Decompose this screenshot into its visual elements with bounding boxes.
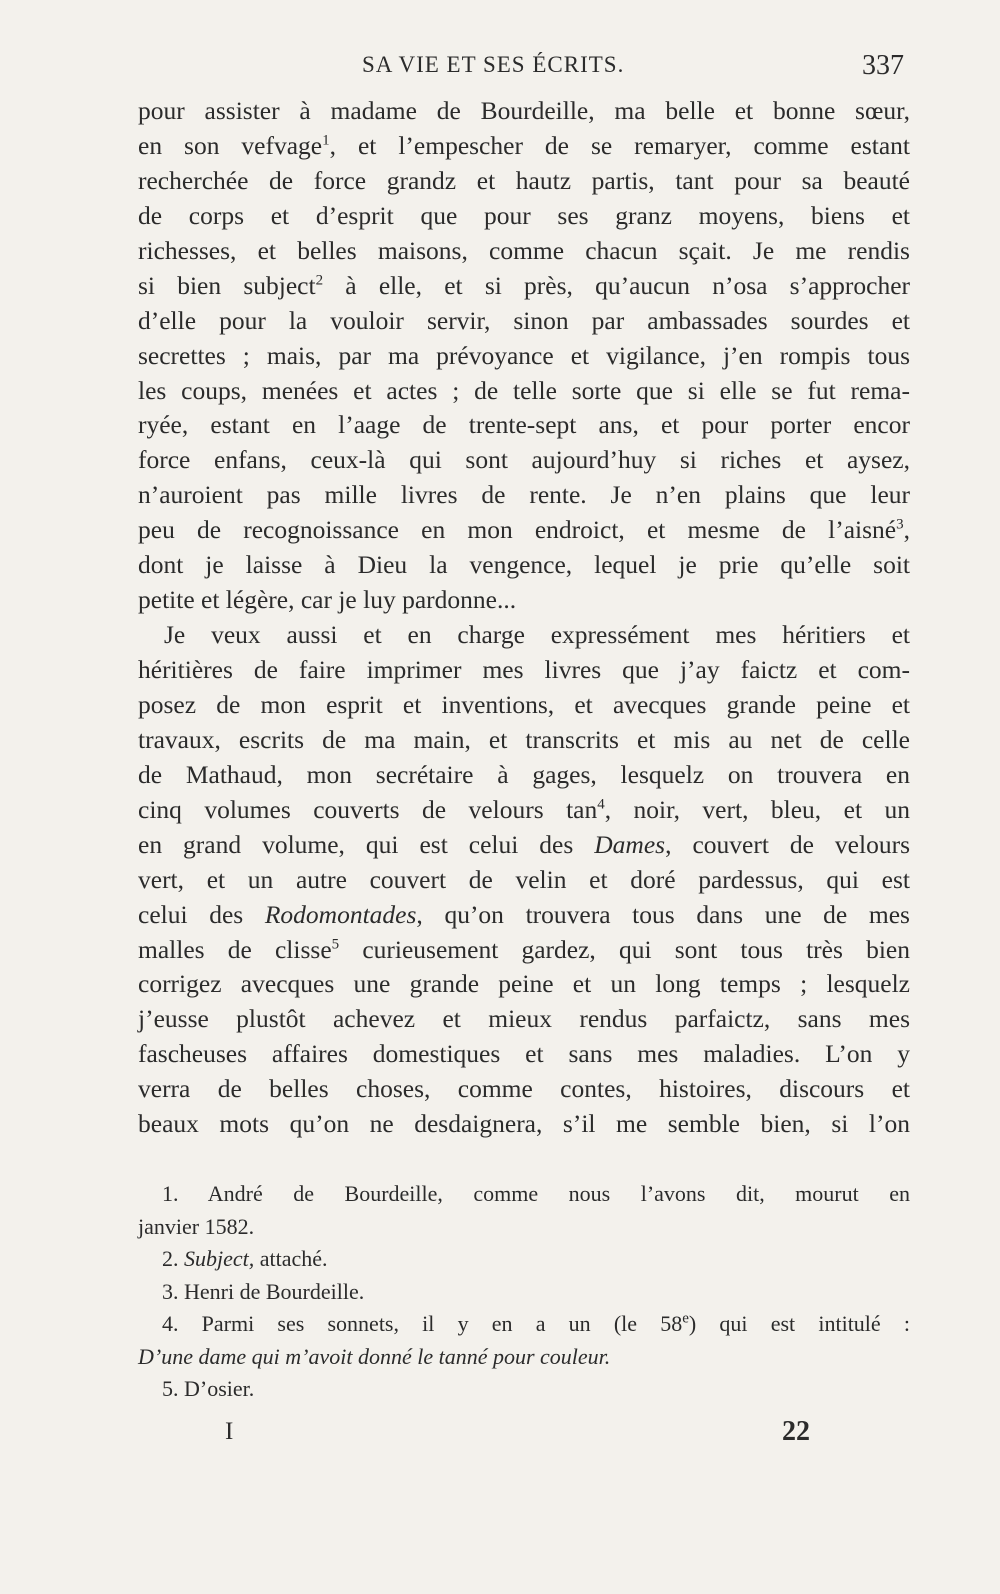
body-line: j’eusse plustôt achevez et mieux rendus parfaictz, sans mes: [138, 1004, 910, 1034]
running-head-title: SA VIE ET SES ÉCRITS.: [362, 52, 625, 77]
body-line: pour assister à madame de Bourdeille, ma belle et bonne sœur,: [138, 96, 910, 125]
signature-line: [225, 1416, 810, 1452]
body-line: petite et légère, car je luy pardonne...: [138, 585, 517, 615]
body-line: malles de clisse$^5$ curieusement gardez, qui sont tous très bien: [138, 934, 910, 964]
body-line: force enfans, ceux-là qui sont aujourd’huy si riches et aysez,: [138, 445, 910, 475]
body-line: dont je laisse à Dieu la vengence, lequel je prie qu’elle soit: [138, 550, 910, 580]
body-text: [138, 94, 910, 1142]
body-line: d’elle pour la vouloir servir, sinon par ambassades sourdes et: [138, 305, 910, 335]
body-line: les coups, menées et actes ; de telle sorte que si elle se fut rema-: [138, 375, 910, 405]
footnotes: [138, 1178, 910, 1406]
body-line: n’auroient pas mille livres de rente. Je n’en plains que leur: [138, 480, 910, 510]
body-line: corrigez avecques une grande peine et un long temps ; lesquelz: [138, 969, 910, 999]
body-line: de corps et d’esprit que pour ses granz moyens, biens et: [138, 200, 910, 230]
body-line: richesses, et belles maisons, comme chacun sçait. Je me rendis: [138, 235, 910, 265]
sheet-signature: 22: [782, 1416, 810, 1447]
body-line: fascheuses affaires domestiques et sans mes maladies. L’on y: [138, 1039, 910, 1069]
body-line: héritières de faire imprimer mes livres que j’ay faictz et com-: [138, 655, 910, 684]
footnote-line: 1. André de Bourdeille, comme nous l’avons dit, mourut en: [162, 1181, 910, 1206]
footnote-line: 4. Parmi ses sonnets, il y en a un (le 58e) qui est intitulé :: [162, 1310, 910, 1336]
body-line: Je veux aussi et en charge expressément mes héritiers et: [164, 620, 910, 650]
body-line: travaux, escrits de ma main, et transcrits et mis au net de celle: [138, 724, 910, 754]
body-line: ryée, estant en l’aage de trente-sept ans, et pour porter encor: [138, 410, 910, 440]
footnote-line: janvier 1582.: [138, 1213, 255, 1239]
body-line: de Mathaud, mon secrétaire à gages, lesquelz on trouvera en: [138, 759, 910, 789]
footnote-line: 5. D’osier.: [162, 1376, 255, 1401]
body-line: peu de recognoissance en mon endroict, et mesme de l’aisné$^3$,: [138, 515, 910, 545]
body-line: posez de mon esprit et inventions, et avecques grande peine et: [138, 689, 910, 719]
footnote-line: D’une dame qui m’avoit donné le tanné pour couleur.: [138, 1343, 611, 1369]
volume-number: I: [225, 1418, 234, 1445]
body-line: secrettes ; mais, par ma prévoyance et vigilance, j’en rompis tous: [138, 340, 910, 370]
body-line: en son vefvage$^1$, et l’empescher de se remaryer, comme estant: [138, 130, 910, 160]
body-line: beaux mots qu’on ne desdaignera, s’il me semble bien, si l’on: [138, 1109, 910, 1139]
footnote-line: 2. Subject, attaché.: [162, 1246, 328, 1271]
body-line: verra de belles choses, comme contes, histoires, discours et: [138, 1074, 910, 1104]
body-line: vert, et un autre couvert de velin et doré pardessus, qui est: [138, 864, 910, 894]
body-line: celui des Rodomontades, qu’on trouvera tous dans une de mes: [138, 899, 910, 929]
body-line: recherchée de force grandz et hautz partis, tant pour sa beauté: [138, 165, 910, 195]
footnote-line: 3. Henri de Bourdeille.: [162, 1278, 365, 1304]
page-number: 337: [862, 50, 904, 81]
body-line: en grand volume, qui est celui des Dames, couvert de velours: [138, 829, 910, 859]
body-line: cinq volumes couverts de velours $\tan^4$, noir, vert, bleu, et un: [138, 794, 910, 824]
body-line: si bien subject$^2$ à elle, et si près, qu’aucun n’osa s’approcher: [138, 270, 911, 300]
running-head: [362, 50, 904, 84]
